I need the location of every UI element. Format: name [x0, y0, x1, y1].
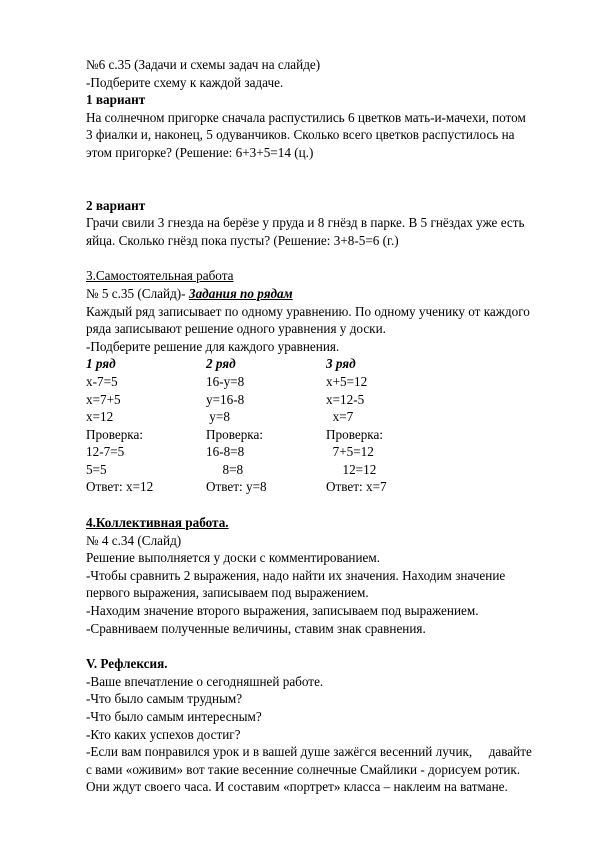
section3-task-suffix: Задания по рядам [188, 285, 293, 301]
section5-line: -Что было самым трудным? [86, 691, 243, 707]
variant2-line: яйца. Сколько гнёзд пока пусты? (Решение: 3+8-5=6 (г.) [86, 232, 399, 248]
document-page [86, 56, 566, 796]
section4-line: первого выражения, записываем под выражением. [86, 585, 369, 601]
variant2-label: 2 вариант [86, 197, 146, 213]
section4-line: -Чтобы сравнить 2 выражения, надо найти их значения. Находим значение [86, 567, 506, 583]
section4-line: -Сравниваем полученные величины, ставим знак сравнения. [86, 620, 426, 636]
section4-task: № 4 с.34 (Слайд) [86, 532, 182, 548]
variant1-line: этом пригорке? (Решение: 6+3+5=14 (ц.) [86, 144, 314, 160]
equations-row [86, 391, 566, 409]
equations-row [86, 461, 566, 479]
section5-line: -Ваше впечатление о сегодняшней работе. [86, 673, 324, 689]
variant1-line: На солнечном пригорке сначала распустились 6 цветков мать-и-мачехи, потом [86, 109, 526, 125]
section3-line: Каждый ряд записывает по одному уравнению. По одному ученику от каждого [86, 303, 530, 319]
section3-task [86, 285, 566, 303]
equation-cell: 5=5 [86, 461, 107, 477]
section5-line: -Кто каких успехов достиг? [86, 726, 241, 742]
equation-cell: Проверка: [206, 426, 264, 442]
equation-cell: 7+5=12 [326, 444, 374, 460]
column-title-row2: 2 ряд [206, 356, 236, 372]
equation-cell: 16-у=8 [206, 373, 245, 389]
section5-line: Они ждут своего часа. И составим «портрет» класса – наклеим на ватмане. [86, 779, 508, 795]
variant1-label: 1 вариант [86, 92, 146, 108]
equation-cell: х=7 [326, 409, 354, 425]
equation-cell: х=7+5 [86, 391, 121, 407]
equation-cell: х-7=5 [86, 373, 118, 389]
section3-task-prefix: № 5 с.35 (Слайд)- [86, 285, 189, 301]
equations-row [86, 478, 566, 496]
equations-row [86, 426, 566, 444]
equation-cell: 12-7=5 [86, 444, 125, 460]
equations-row [86, 408, 566, 426]
column-title-row3: 3 ряд [326, 356, 356, 372]
task6-title: №6 с.35 (Задачи и схемы задач на слайде) [86, 57, 321, 72]
section5-line: с вами «оживим» вот такие весенние солнечные Смайлики - дорисуем ротик. [86, 761, 521, 777]
section5-line: -Если вам понравился урок и в вашей душе зажёгся весенний лучик, давайте [86, 744, 532, 760]
section3-line: ряда записывают решение одного уравнения у доски. [86, 321, 386, 337]
section4-line: -Находим значение второго выражения, записываем под выражением. [86, 603, 479, 619]
answer-cell: Ответ: х=7 [326, 479, 387, 495]
equation-cell: у=16-8 [206, 391, 245, 407]
equation-cell: х+5=12 [326, 373, 368, 389]
equations-header-row [86, 355, 566, 373]
variant1-line: 3 фиалки и, наконец, 5 одуванчиков. Сколько всего цветков распустилось на [86, 127, 515, 143]
answer-cell: Ответ: у=8 [206, 479, 267, 495]
section3-heading: 3.Самостоятельная работа [86, 268, 234, 284]
variant2-line: Грачи свили 3 гнезда на берёзе у пруда и 8 гнёзд в парке. В 5 гнёздах уже есть [86, 215, 525, 231]
section4-line: Решение выполняется у доски с комментированием. [86, 550, 381, 566]
equation-cell: 16-8=8 [206, 444, 245, 460]
equation-cell: х=12 [86, 409, 114, 425]
equation-cell: 12=12 [326, 461, 377, 477]
equation-cell: у=8 [206, 409, 230, 425]
equations-row [86, 443, 566, 461]
task6-instruction: -Подберите схему к каждой задаче. [86, 74, 284, 90]
column-title-row1: 1 ряд [86, 356, 116, 372]
section5-line: -Что было самым интересным? [86, 709, 262, 724]
section4-heading: 4.Коллективная работа. [86, 515, 229, 531]
equation-cell: Проверка: [326, 426, 384, 442]
equation-cell: Проверка: [86, 426, 144, 442]
section5-heading: V. Рефлексия. [86, 656, 168, 672]
section3-line: -Подберите решение для каждого уравнения. [86, 338, 340, 354]
equation-cell: 8=8 [206, 461, 244, 477]
answer-cell: Ответ: х=12 [86, 479, 154, 495]
equations-row [86, 373, 566, 391]
equation-cell: х=12-5 [326, 391, 365, 407]
